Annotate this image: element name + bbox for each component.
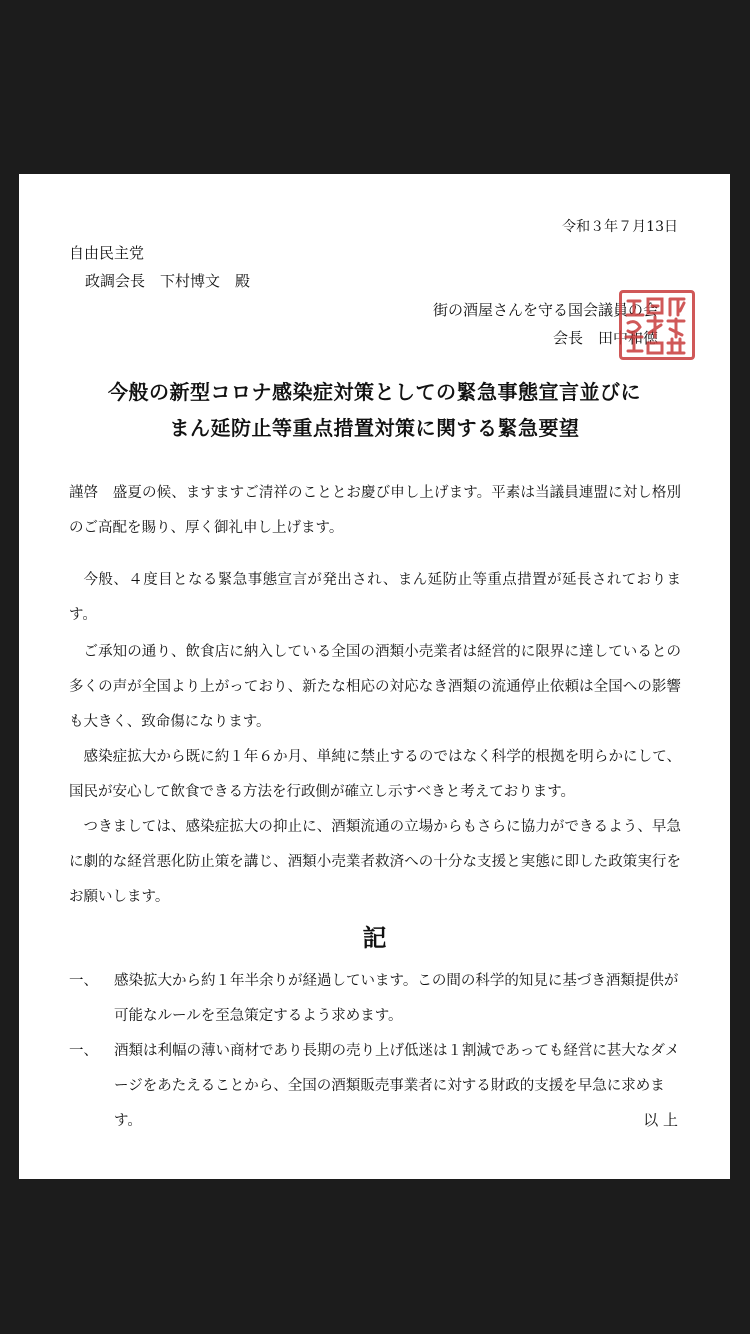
document-title-line1: 今般の新型コロナ感染症対策としての緊急事態宣言並びに (108, 380, 641, 404)
body-paragraph: 感染症拡大から既に約１年６か月、単純に禁止するのではなく科学的根拠を明らかにして、国民が安心して飲食できる方法を行政側が確立し示すべきと考えております。 (69, 749, 681, 800)
document-title-line2: まん延防止等重点措置対策に関する緊急要望 (169, 416, 580, 440)
seal-stamp-icon (619, 290, 695, 360)
greeting-paragraph: 謹啓 盛夏の候、ますますご清祥のこととお慶び申し上げます。平素は当議員連盟に対し格別のご高配を賜り、厚く御礼申し上げます。 (69, 485, 681, 536)
body-paragraph: つきましては、感染症拡大の抑止に、酒類流通の立場からもさらに協力ができるよう、早急に劇的な経営悪化防止策を講じ、酒類小売業者救済への十分な支援と実態に即した政策実行をお願いします。 (69, 819, 681, 905)
item-mark: 一、 (69, 973, 98, 989)
ki-heading: 記 (362, 924, 387, 952)
body-paragraph: ご承知の通り、飲食店に納入している全国の酒類小売業者は経営的に限界に達しているとの多くの声が全国より上がっており、新たな相応の対応なき酒類の流通停止依頼は全国への影響も大きく、致命傷になります。 (69, 644, 681, 730)
item-mark: 一、 (69, 1043, 98, 1059)
closing-mark: 以 上 (643, 1111, 678, 1129)
sender-name: 会長 田中和徳 (552, 329, 658, 347)
item-text: 酒類は利幅の薄い商材であり長期の売り上げ低迷は１割減であっても経営に甚大なダメージをあたえることから、全国の酒類販売事業者に対する財政的支援を早急に求めます。 (114, 1043, 680, 1129)
document-date: 令和３年７月13日 (562, 219, 678, 235)
recipient-organization: 自由民主党 (69, 244, 145, 262)
recipient-name: 政調会長 下村博文 殿 (85, 272, 251, 290)
document-page (19, 174, 730, 1179)
item-text: 感染拡大から約１年半余りが経過しています。この間の科学的知見に基づき酒類提供が可能なルールを至急策定するよう求めます。 (114, 973, 679, 1024)
body-paragraph: 今般、４度目となる緊急事態宣言が発出され、まん延防止等重点措置が延長されております。 (69, 572, 681, 623)
sender-organization: 街の酒屋さんを守る国会議員の会 (432, 301, 658, 319)
